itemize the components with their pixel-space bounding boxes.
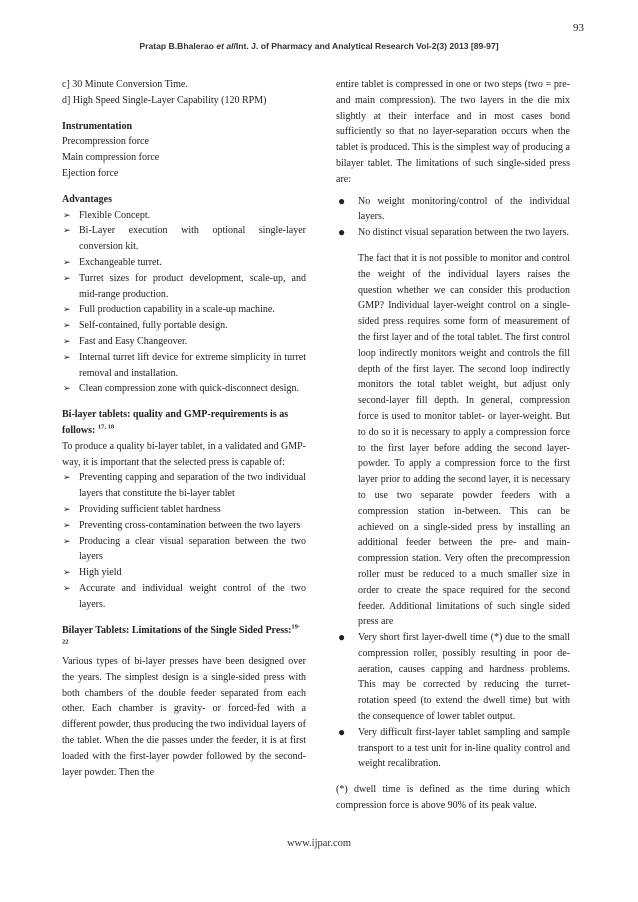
header-author: Pratap B.Bhalerao	[139, 41, 214, 51]
arrow-bullet-icon: ➢	[63, 503, 71, 514]
footer-url[interactable]: www.ijpar.com	[286, 838, 352, 849]
instrumentation-item: Main compression force	[62, 152, 160, 164]
instrumentation-item: Precompression force	[62, 136, 149, 148]
list-item: ➢ Fast and Easy Changeover.	[62, 334, 306, 350]
arrow-bullet-icon: ➢	[63, 582, 71, 593]
list-item: ● Very short first layer-dwell time (*) due to the small compression roller, possibly resulting in poor de-aeration, causes capping and hardness problems. This may be corrected by reducing the turret-rotation speed (to extend the dwell time) but with the consequence of lower tablet output.	[338, 630, 570, 723]
arrow-bullet-icon: ➢	[63, 304, 71, 315]
dot-bullet-icon: ●	[338, 724, 346, 739]
list-item: ➢ Preventing capping and separation of the two individual layers that constitute the bi-layer tablet	[63, 472, 306, 500]
arrow-bullet-icon: ➢	[63, 567, 71, 578]
arrow-bullet-icon: ➢	[63, 472, 71, 483]
list-item: ➢ High yield	[62, 565, 306, 581]
reference-superscript: 17, 18	[97, 423, 115, 431]
arrow-bullet-icon: ➢	[63, 519, 71, 530]
list-item: ➢ Preventing cross-contamination between the two layers	[62, 518, 306, 534]
arrow-bullet-icon: ➢	[63, 535, 71, 546]
header-journal: /Int. J. of Pharmacy and Analytical Research Vol-2(3) 2013 [89-97]	[233, 41, 499, 51]
page-number: 93	[573, 22, 584, 34]
instrumentation-item: Ejection force	[62, 167, 119, 179]
list-item: ➢ Bi-Layer execution with optional single-layer conversion kit.	[63, 225, 306, 253]
dot-bullet-icon: ●	[338, 225, 346, 240]
list-item: ➢ Flexible Concept.	[62, 208, 306, 224]
arrow-bullet-icon: ➢	[63, 351, 71, 362]
bilayer-intro: To produce a quality bi-layer tablet, in a validated and GMP-way, it is important that the selected press is capable of:	[62, 440, 306, 468]
limitations-paragraph: Various types of bi-layer presses have been designed over the years. The simplest design is a single-sided press with both chambers of the double feeder separated from each other. Each chamber is gravity- or forced-fed with a different powder, thus producing the two individual layers of the tablet. When the die passes under the feeder, it is at first loaded with the first-layer powder followed by the second-layer powder. Then the	[62, 656, 306, 778]
list-item: ➢ Providing sufficient tablet hardness	[62, 502, 306, 518]
dwell-time-footnote: (*) dwell time is defined as the time during which compression force is above 90% of its peak value.	[336, 784, 570, 812]
list-item: ● No weight monitoring/control of the individual layers.	[338, 193, 570, 223]
list-item: ● No distinct visual separation between the two layers.	[338, 225, 570, 240]
list-item: ➢ Accurate and individual weight control of the two layers.	[63, 582, 306, 610]
dot-bullet-icon: ●	[338, 193, 346, 208]
list-item: ➢ Turret sizes for product development, scale-up, and mid-range production.	[63, 272, 306, 300]
arrow-bullet-icon: ➢	[63, 272, 71, 283]
bilayer-requirements-list	[62, 470, 306, 612]
weight-control-paragraph: The fact that it is not possible to monitor and control the weight of the individual layers raises the question whether we can consider this production GMP? Individual layer-weight control on a single-sided press requires some form of measurement of the first layer and of the total tablet. The first control loop indirectly monitors weight and controls the fill depth of the first layer. The second loop indirectly monitors the total tablet weight, but adjust only second-layer fill depth. In general, compression force is used to monitor tablet- or layer-weight. But to do so it is necessary to apply a compression force to the first layer before adding the second layer-powder. To apply a compression force to the first layer prior to adding the second layer, it is necessary to use two separate powder feeders with a compression station in-between. This can be achieved on a single-sided press by installing an additional feeder between the pre- and main-compression station. Very often the precompression roller must be reduced to a much smaller size in order to create the space required for the second feeder. Additional limitations of such single sided press are	[358, 252, 570, 628]
header-etal: et al	[216, 41, 234, 51]
advantages-heading: Advantages	[62, 193, 113, 205]
right-column	[336, 77, 570, 814]
list-item: ➢ Clean compression zone with quick-disconnect design.	[62, 381, 306, 397]
single-sided-paragraph: entire tablet is compressed in one or two steps (two = pre- and main compression). The two layers in the die mix slightly at their interface and in most cases bond sufficiently so that no layer-separation occurs when the tablet is produced. This is the simplest way of producing a bilayer tablet. The limitations of such single-sided press are:	[336, 79, 570, 185]
dot-bullet-icon: ●	[338, 630, 346, 645]
high-speed-line: d] High Speed Single-Layer Capability (120 RPM)	[62, 94, 267, 106]
list-item: ➢ Internal turret lift device for extreme simplicity in turret removal and installation.	[63, 351, 306, 379]
additional-limitations-list	[336, 630, 570, 772]
conversion-time-line: c] 30 Minute Conversion Time.	[62, 79, 188, 90]
limitations-heading: Bilayer Tablets: Limitations of the Single Sided Press:$^{19-22}$	[62, 623, 301, 646]
list-item: ➢ Producing a clear visual separation between the two layers	[63, 535, 306, 563]
arrow-bullet-icon: ➢	[63, 209, 71, 220]
list-item: ➢ Full production capability in a scale-up machine.	[62, 302, 306, 318]
arrow-bullet-icon: ➢	[63, 335, 71, 346]
left-column	[62, 77, 306, 780]
list-item: ➢ Self-contained, fully portable design.	[62, 318, 306, 334]
running-header	[0, 41, 638, 51]
arrow-bullet-icon: ➢	[63, 320, 71, 331]
advantages-list	[62, 208, 306, 398]
arrow-bullet-icon: ➢	[63, 256, 71, 267]
arrow-bullet-icon: ➢	[63, 225, 71, 236]
list-item: ● Very difficult first-layer tablet sampling and sample transport to a test unit for in-line quality control and weight recalibration.	[338, 724, 570, 770]
bilayer-quality-heading: Bi-layer tablets: quality and GMP-requirements is as follows: $^{17, 18}$	[62, 409, 289, 436]
arrow-bullet-icon: ➢	[63, 383, 71, 394]
instrumentation-heading: Instrumentation	[62, 120, 133, 132]
list-item: ➢ Exchangeable turret.	[62, 255, 306, 271]
single-sided-limitations-list	[336, 194, 570, 241]
reference-superscript: 19-22	[62, 623, 301, 646]
